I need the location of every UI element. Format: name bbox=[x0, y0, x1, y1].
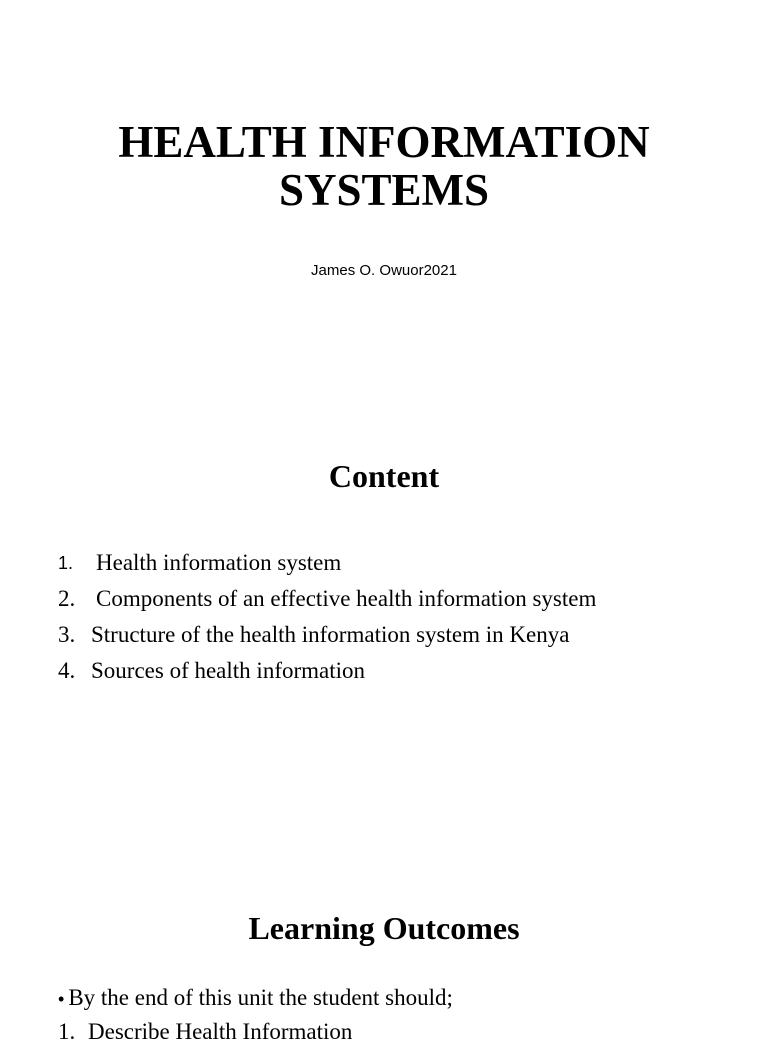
list-item-number: 2. bbox=[58, 586, 76, 611]
list-item-number: 1. bbox=[58, 553, 74, 573]
outcomes-intro-text: By the end of this unit the student should; bbox=[68, 985, 453, 1010]
content-heading: Content bbox=[328, 458, 440, 494]
outcomes-heading: Learning Outcomes bbox=[248, 910, 520, 946]
list-item-number: 4. bbox=[58, 658, 76, 683]
slide-title bbox=[0, 118, 768, 214]
slide-title-line-1: HEALTH INFORMATION bbox=[118, 117, 650, 167]
content-slide bbox=[0, 420, 768, 860]
list-item-text: Health information system bbox=[96, 550, 342, 575]
list-item-number: 3. bbox=[58, 622, 76, 647]
title-slide bbox=[0, 0, 768, 400]
outcome-item-text: Describe Health Information bbox=[88, 1019, 353, 1044]
outcome-item bbox=[58, 1014, 352, 1050]
list-item-text: Sources of health information bbox=[91, 658, 366, 683]
outcome-item-number: 1. bbox=[58, 1019, 76, 1044]
slide-subtitle-author: James O. Owuor2021 bbox=[311, 262, 457, 279]
list-item-text: Components of an effective health information system bbox=[96, 586, 597, 611]
outcomes-intro bbox=[58, 980, 453, 1017]
bullet-icon: • bbox=[58, 989, 65, 1009]
slide-title-line-2: SYSTEMS bbox=[278, 165, 490, 215]
learning-outcomes-slide bbox=[0, 880, 768, 1044]
list-item-text: Structure of the health information system in Kenya bbox=[91, 622, 570, 647]
